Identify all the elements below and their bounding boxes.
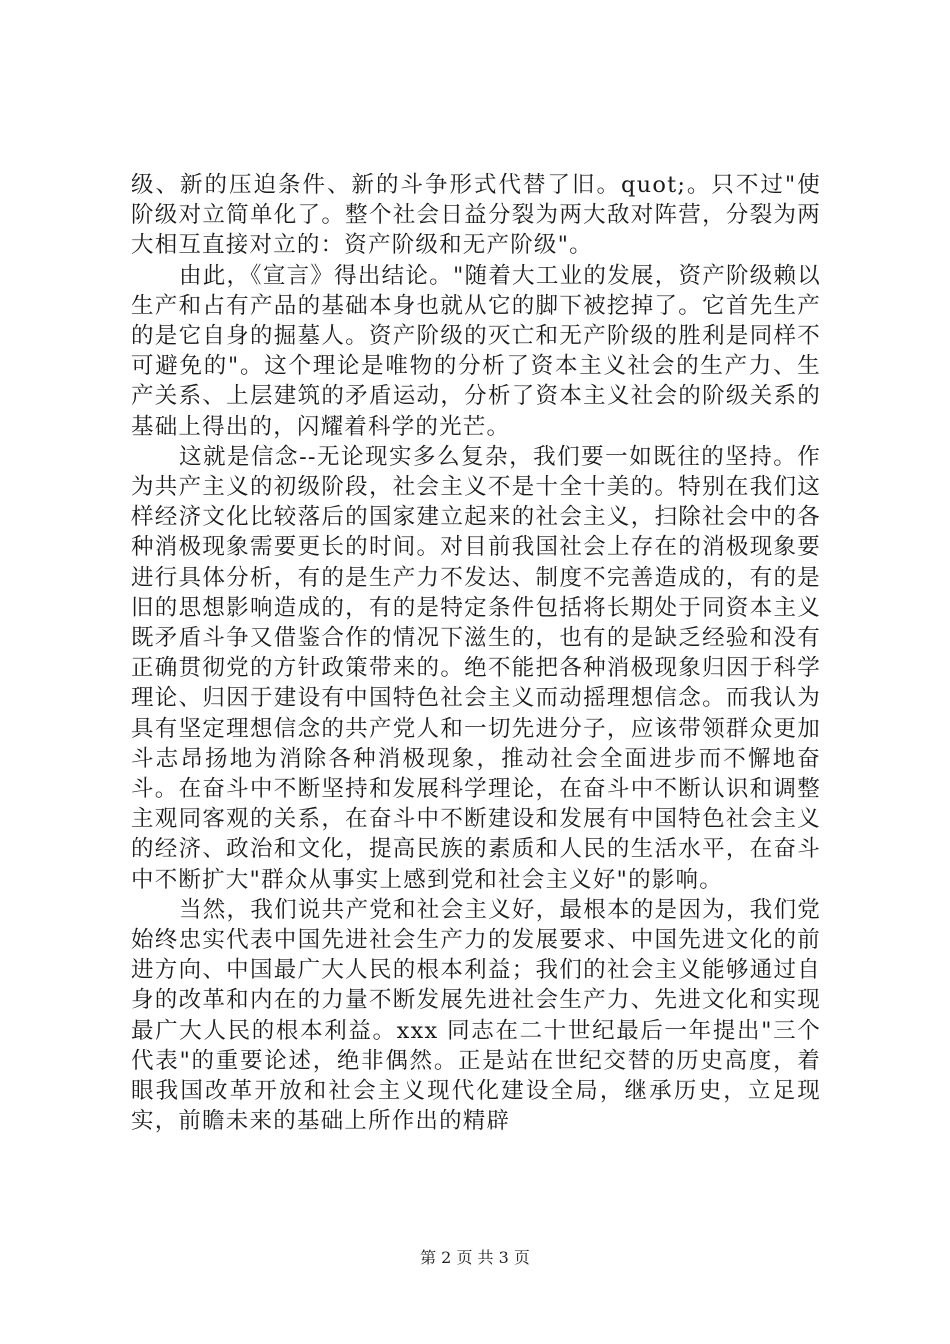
document-body xyxy=(131,170,821,1137)
page-number-footer: 第 2 页 共 3 页 xyxy=(420,1248,530,1267)
paragraph-2: 由此，《宣言》得出结论。"随着大工业的发展，资产阶级赖以生产和占有产品的基础本身也就从它的脚下被挖掉了。它首先生产的是它自身的掘墓人。资产阶级的灭亡和无产阶级的胜利是同样不可避免的"。这个理论是唯物的分析了资本主义社会的生产力、生产关系、上层建筑的矛盾运动，分析了资本主义社会的阶级关系的基础上得出的，闪耀着科学的光芒。 xyxy=(131,262,821,440)
paragraph-1: 级、新的压迫条件、新的斗争形式代替了旧。quot;。只不过"使阶级对立简单化了。整个社会日益分裂为两大敌对阵营，分裂为两大相互直接对立的：资产阶级和无产阶级"。 xyxy=(131,172,821,259)
paragraph-4: 当然，我们说共产党和社会主义好，最根本的是因为，我们党始终忠实代表中国先进社会生产力的发展要求、中国先进文化的前进方向、中国最广大人民的根本利益；我们的社会主义能够通过自身的改革和内在的力量不断发展先进社会生产力、先进文化和实现最广大人民的根本利益。xxx 同志在二十世纪最后一年提出"三个代表"的重要论述，绝非偶然。正是站在世纪交替的历史高度，着眼我国改革开放和社会主义现代化建设全局，继承历史，立足现实，前瞻未来的基础上所作出的精辟 xyxy=(131,896,821,1135)
paragraph-3: 这就是信念--无论现实多么复杂，我们要一如既往的坚持。作为共产主义的初级阶段，社会主义不是十全十美的。特别在我们这样经济文化比较落后的国家建立起来的社会主义，扫除社会中的各种消极现象需要更长的时间。对目前我国社会上存在的消极现象要进行具体分析，有的是生产力不发达、制度不完善造成的，有的是旧的思想影响造成的，有的是特定条件包括将长期处于同资本主义既矛盾斗争又借鉴合作的情况下滋生的，也有的是缺乏经验和没有正确贯彻党的方针政策带来的。绝不能把各种消极现象归因于科学理论、归因于建设有中国特色社会主义而动摇理想信念。而我认为具有坚定理想信念的共产党人和一切先进分子，应该带领群众更加斗志昂扬地为消除各种消极现象，推动社会全面进步而不懈地奋斗。在奋斗中不断坚持和发展科学理论，在奋斗中不断认识和调整主观同客观的关系，在奋斗中不断建设和发展有中国特色社会主义的经济、政治和文化，提高民族的素质和人民的生活水平，在奋斗中不断扩大"群众从事实上感到党和社会主义好"的影响。 xyxy=(131,443,821,893)
